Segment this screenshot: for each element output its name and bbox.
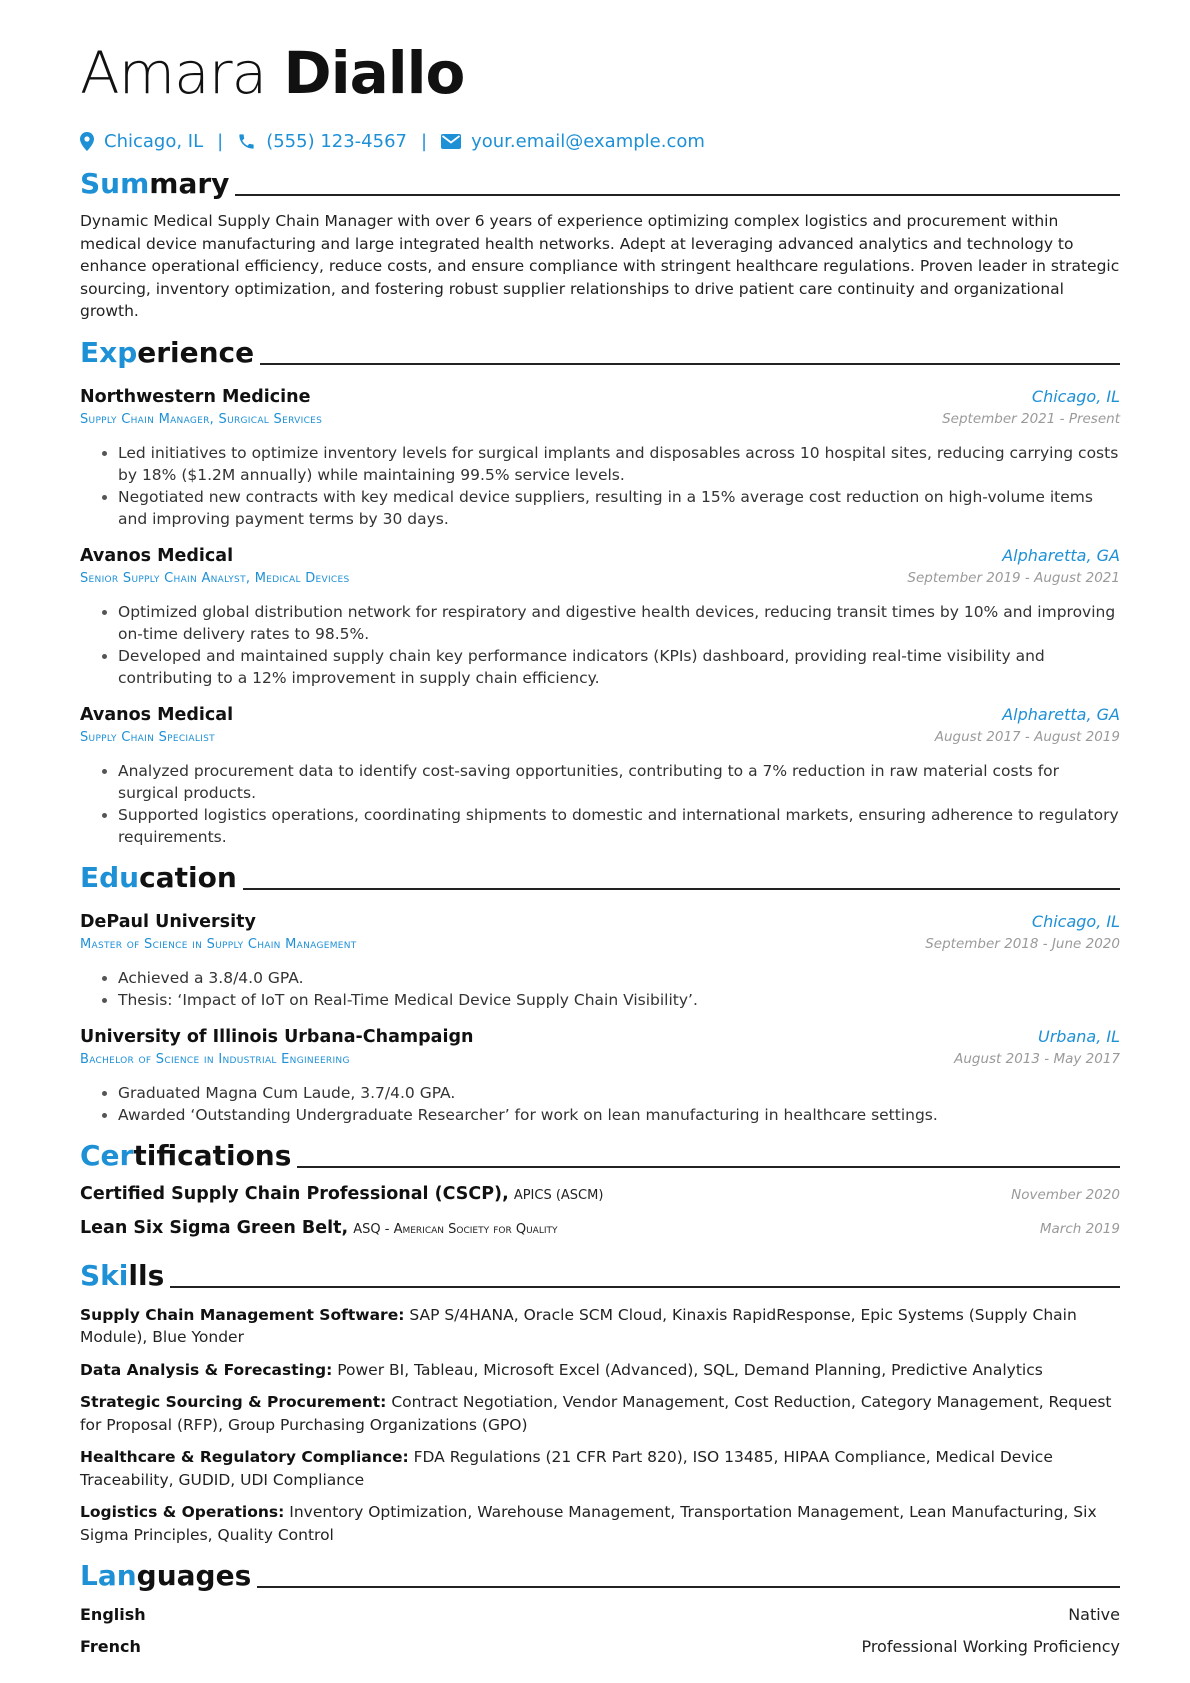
language-row [80,1636,1120,1658]
map-pin-icon [80,132,94,151]
job-location: Chicago, IL [1031,386,1120,406]
skill-value: FDA Regulations (21 CFR Part 820), ISO 13485, HIPAA Compliance, Medical Device Traceability, GUDID, UDI Compliance [80,1448,1053,1489]
contact-bar [80,128,1120,154]
section-header-experience [80,331,1120,371]
list-item: • Graduated Magna Cum Laude, 3.7/4.0 GPA. [118,1082,1120,1104]
title-accent: Lan [80,1559,137,1592]
section-rule [257,1586,1120,1588]
experience-entry [80,544,1120,689]
section-title [80,860,237,896]
job-location: Alpharetta, GA [1002,545,1120,565]
list-item: • Thesis: ‘Impact of IoT on Real-Time Medical Device Supply Chain Visibility’. [118,989,1120,1011]
summary-text: Dynamic Medical Supply Chain Manager with over 6 years of experience optimizing complex logistics and procurement within medical device manufacturing and large integrated health networks. Adept at leveraging advanced analytics and technology to enhance operational efficiency, reduce costs, and ensure compliance with stringent healthcare regulations. Proven leader in strategic sourcing, inventory optimization, and fostering robust supplier relationships to drive patient care continuity and organizational growth. [80,212,1120,320]
section-title [80,1558,251,1594]
cert-date: November 2020 [1011,1186,1120,1203]
list-item: • Achieved a 3.8/4.0 GPA. [118,967,1120,989]
school-bullets [80,967,1120,1011]
school-dates: September 2018 - June 2020 [925,935,1120,952]
job-title: Supply Chain Specialist [80,729,215,745]
degree: Master of Science in Supply Chain Management [80,936,357,952]
skill-row [80,1501,1120,1546]
cert-date: March 2019 [1039,1220,1120,1237]
skill-row [80,1359,1120,1382]
email-link[interactable]: your.email@example.com [471,130,705,152]
education-entry [80,910,1120,1011]
section-title [80,166,229,202]
list-item: • Analyzed procurement data to identify cost-saving opportunities, contributing to a 7% reduction in raw material costs for surgical products. [118,760,1120,804]
skill-label: Supply Chain Management Software: [80,1305,405,1324]
title-rest: erience [137,335,255,369]
skill-row [80,1304,1120,1349]
employer-name: Northwestern Medicine [80,386,311,407]
envelope-icon [441,134,461,149]
skill-value: Power BI, Tableau, Microsoft Excel (Advanced), SQL, Demand Planning, Predictive Analytics [337,1360,1043,1379]
phone-text: (555) 123-4567 [266,130,407,152]
section-header-languages [80,1554,1120,1594]
cert-issuer: ASQ - American Society for Quality [353,1221,558,1237]
list-item: • Supported logistics operations, coordinating shipments to domestic and international markets, ensuring adherence to regulatory requirements. [118,804,1120,848]
list-item: • Led initiatives to optimize inventory levels for surgical implants and disposables across 10 hospital sites, reducing carrying costs by 18% ($1.2M annually) while maintaining 99.5% service levels. [118,442,1120,486]
cert-issuer: APICS (ASCM) [513,1187,604,1203]
language-level: Native [1068,1605,1120,1624]
title-accent: Ski [80,1258,129,1292]
contact-separator: | [421,130,428,152]
section-rule [235,194,1120,196]
experience-entry [80,385,1120,530]
skill-value: Contract Negotiation, Vendor Management, Cost Reduction, Category Management, Request for Proposal (RFP), Group Purchasing Organizations (GPO) [80,1393,1112,1434]
skill-label: Data Analysis & Forecasting: [80,1360,333,1379]
contact-location [80,131,203,152]
title-rest: mary [149,167,230,200]
cert-name: Lean Six Sigma Green Belt [80,1217,342,1238]
title-rest: lls [128,1258,165,1292]
skill-row [80,1391,1120,1436]
employer-name: Avanos Medical [80,545,234,566]
degree: Bachelor of Science in Industrial Engineering [80,1051,350,1067]
skill-row [80,1446,1120,1491]
job-bullets [80,760,1120,848]
title-rest: guages [136,1559,252,1592]
school-name: University of Illinois Urbana-Champaign [80,1026,474,1047]
contact-phone[interactable] [237,131,407,152]
job-dates: September 2021 - Present [942,410,1120,427]
language-name: French [80,1637,141,1656]
section-header-education [80,856,1120,896]
title-rest: tifications [133,1138,292,1172]
skill-value: SAP S/4HANA, Oracle SCM Cloud, Kinaxis RapidResponse, Epic Systems (Supply Chain Module), Blue Yonder [80,1305,1077,1346]
job-dates: September 2019 - August 2021 [907,569,1120,586]
school-location: Urbana, IL [1038,1026,1120,1046]
job-bullets [80,442,1120,530]
section-header-certifications [80,1134,1120,1174]
school-bullets [80,1082,1120,1126]
last-name: Diallo [283,39,465,107]
section-rule [260,363,1120,365]
cert-name: Certified Supply Chain Professional (CSCP) [80,1183,503,1204]
school-name: DePaul University [80,911,256,932]
skill-label: Healthcare & Regulatory Compliance: [80,1448,409,1466]
title-accent: Sum [80,167,150,200]
employer-name: Avanos Medical [80,704,234,725]
section-header-skills [80,1254,1120,1294]
title-accent: Cer [80,1138,134,1172]
title-accent: Edu [80,860,140,894]
skill-label: Logistics & Operations: [80,1503,285,1521]
title-accent: Exp [80,335,138,369]
section-title [80,335,254,371]
experience-entry [80,703,1120,848]
contact-separator: | [217,130,224,152]
education-entry [80,1025,1120,1126]
job-title: Supply Chain Manager, Surgical Services [80,411,323,427]
school-dates: August 2013 - May 2017 [954,1050,1120,1067]
title-rest: cation [139,860,237,894]
language-level: Professional Working Proficiency [861,1637,1120,1656]
list-item: • Optimized global distribution network for respiratory and digestive health devices, reducing transit times by 10% and improving on-time delivery rates to 98.5%. [118,601,1120,645]
phone-icon [237,132,256,151]
section-header-summary [80,162,1120,202]
section-title [80,1138,291,1174]
list-item: • Awarded ‘Outstanding Undergraduate Researcher’ for work on lean manufacturing in healthcare settings. [118,1104,1120,1126]
job-location: Alpharetta, GA [1002,704,1120,724]
language-row [80,1604,1120,1626]
section-rule [297,1166,1120,1168]
job-dates: August 2017 - August 2019 [934,728,1120,745]
candidate-name [80,38,1120,110]
job-title: Senior Supply Chain Analyst, Medical Devices [80,570,350,586]
certification-entry: Certified Supply Chain Professional (CSCP), APICS (ASCM) November 2020 [80,1183,1120,1204]
job-bullets [80,601,1120,689]
school-location: Chicago, IL [1031,911,1120,931]
list-item: • Negotiated new contracts with key medical device suppliers, resulting in a 15% average cost reduction on high-volume items and improving payment terms by 30 days. [118,486,1120,530]
section-rule [170,1286,1120,1288]
location-text: Chicago, IL [104,130,204,152]
language-name: English [80,1605,146,1624]
first-name: Amara [80,39,267,107]
section-title [80,1258,164,1294]
certification-entry: Lean Six Sigma Green Belt, ASQ - American Society for Quality March 2019 [80,1217,1120,1238]
section-rule [243,888,1120,890]
skill-label: Strategic Sourcing & Procurement: [80,1393,387,1411]
list-item: • Developed and maintained supply chain key performance indicators (KPIs) dashboard, providing real-time visibility and contributing to a 12% improvement in supply chain efficiency. [118,645,1120,689]
skill-value: Inventory Optimization, Warehouse Management, Transportation Management, Lean Manufacturing, Six Sigma Principles, Quality Control [80,1503,1097,1544]
contact-email[interactable] [441,131,705,152]
